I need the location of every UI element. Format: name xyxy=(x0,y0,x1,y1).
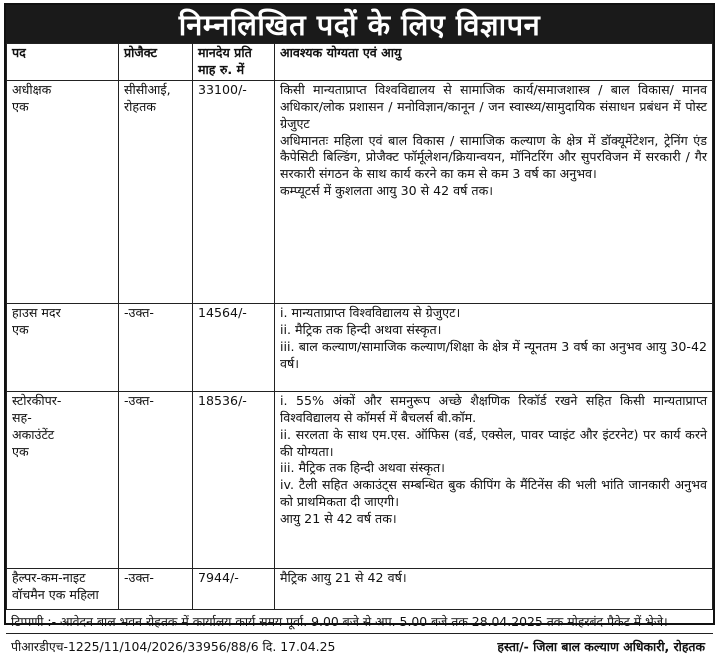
requirements-cell xyxy=(275,303,713,391)
requirement-item: किसी मान्यताप्राप्त विश्वविद्यालय से सामाजिक कार्य/समाजशास्त्र / बाल विकास/ मानव अधिकार/लोक प्रशासन / मनोविज्ञान/कानून / जन स्वास्थ्य/सामुदायिक संसाधन प्रबंधन में पोस्ट ग्रेजुएट xyxy=(280,81,707,131)
page-title: निम्नलिखित पदों के लिए विज्ञापन xyxy=(6,5,713,43)
footer xyxy=(6,634,713,655)
header-salary-line: मानदेय प्रति xyxy=(198,45,252,60)
project-line: -उक्त- xyxy=(124,392,154,408)
salary-cell: 7944/- xyxy=(193,568,275,609)
post-line: अधीक्षक xyxy=(12,81,52,97)
requirement-item: i. 55% अंकों और समनुरूप अच्छे शैक्षणिक रिकॉर्ड रखने सहित किसी मान्यताप्राप्त विश्वविद्यालय से कॉमर्स में बैचलर्स बी.कॉम. xyxy=(280,392,707,425)
requirements-cell xyxy=(275,80,713,303)
post-line: अकाउंटेंट xyxy=(12,426,55,442)
requirements-cell xyxy=(275,391,713,568)
post-line: स्टोरकीपर- xyxy=(12,392,62,408)
table-header-row xyxy=(7,44,713,81)
project-line: -उक्त- xyxy=(124,569,154,585)
table-row xyxy=(7,80,713,303)
header-requirements: आवश्यक योग्यता एवं आयु xyxy=(275,44,713,81)
salary-cell: 18536/- xyxy=(193,391,275,568)
signature: हस्ता/- जिला बाल कल्याण अधिकारी, रोहतक xyxy=(497,638,705,654)
post-cell xyxy=(7,391,119,568)
requirement-item: अधिमानतः महिला एवं बाल विकास / सामाजिक कल्याण के क्षेत्र में डॉक्यूमेंटेशन, ट्रेनिंग एंड कैपेसिटी बिल्डिंग, प्रोजैक्ट फॉर्मूलेशन/क्रियान्वयन, मॉनिटरिंग और सुपरविजन में सरकारी / गैर सरकारी संगठन के साथ कार्य करने का कम से कम 3 वर्ष का अनुभव। xyxy=(280,132,707,182)
table-row xyxy=(7,391,713,568)
header-post: पद xyxy=(7,44,119,81)
project-cell xyxy=(119,303,193,391)
requirement-item: आयु 21 से 42 वर्ष तक। xyxy=(280,511,397,527)
posts-table xyxy=(6,43,713,610)
post-line: सह- xyxy=(12,409,32,425)
post-line: वॉचमैन एक महिला xyxy=(12,586,99,602)
requirement-item: ii. मैट्रिक तक हिन्दी अथवा संस्कृत। xyxy=(280,321,442,337)
project-line: सीसीआई, xyxy=(124,81,171,97)
project-line: रोहतक xyxy=(124,98,156,114)
requirement-item: कम्प्यूटर्स में कुशलता आयु 30 से 42 वर्ष तक। xyxy=(280,183,494,199)
requirement-item: ii. सरलता के साथ एम.एस. ऑफिस (वर्ड, एक्सेल, पावर प्वाइंट और इंटरनेट) पर कार्य करने की योग्यता। xyxy=(280,426,707,459)
requirement-item: मैट्रिक आयु 21 से 42 वर्ष। xyxy=(280,569,407,585)
post-line: हाउस मदर xyxy=(12,304,61,320)
project-line: -उक्त- xyxy=(124,304,154,320)
table-row xyxy=(7,568,713,609)
post-cell xyxy=(7,568,119,609)
post-line: हैल्पर-कम-नाइट xyxy=(12,569,86,585)
post-cell xyxy=(7,80,119,303)
header-salary-line: माह रु. में xyxy=(198,61,245,77)
requirement-item: i. मान्यताप्राप्त विश्वविद्यालय से ग्रेजुएट। xyxy=(280,304,461,320)
reference-number: पीआरडीएच-1225/11/104/2026/33956/88/6 दि. 17.04.25 xyxy=(11,638,336,654)
salary-cell: 33100/- xyxy=(193,80,275,303)
project-cell xyxy=(119,391,193,568)
advertisement xyxy=(4,3,715,654)
requirement-item: iii. मैट्रिक तक हिन्दी अथवा संस्कृत। xyxy=(280,460,445,476)
post-line: एक xyxy=(12,443,29,459)
post-line: एक xyxy=(12,321,29,337)
header-project: प्रोजैक्ट xyxy=(119,44,193,81)
project-cell xyxy=(119,568,193,609)
table-row xyxy=(7,303,713,391)
project-cell xyxy=(119,80,193,303)
post-cell xyxy=(7,303,119,391)
header-salary xyxy=(193,44,275,81)
requirement-item: iii. बाल कल्याण/सामाजिक कल्याण/शिक्षा के क्षेत्र में न्यूनतम 3 वर्ष का अनुभव आयु 30-42 वर्ष। xyxy=(280,338,707,371)
note: टिप्पणी :- आवेदन बाल भवन रोहतक में कार्यालय कार्य समय पूर्वा. 9.00 बजे से अप. 5.00 बजे तक 28.04.2025 तक मोहरबंद पैकेट में भेजे। xyxy=(6,610,713,634)
salary-cell: 14564/- xyxy=(193,303,275,391)
post-line: एक xyxy=(12,98,29,114)
requirement-item: iv. टैली सहित अकाउंट्स सम्बन्धित बुक कीपिंग के मैंटिनेंस की भली भांति जानकारी अनुभव को प्राथमिकता दी जाएगी। xyxy=(280,477,707,510)
requirements-cell xyxy=(275,568,713,609)
